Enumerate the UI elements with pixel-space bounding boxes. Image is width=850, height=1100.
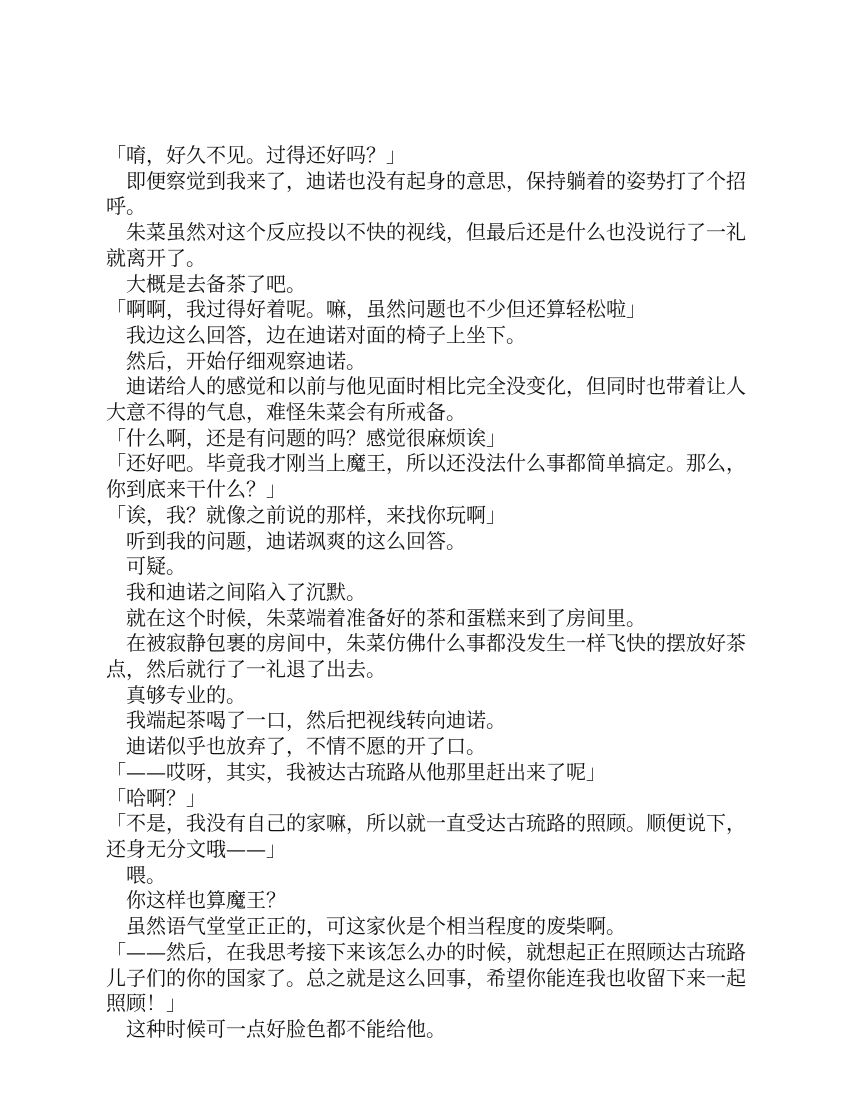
narration-paragraph: 可疑。 <box>126 554 186 579</box>
dialogue-paragraph: 「不是，我没有自己的家嘛，所以就一直受达古琉路的照顾。顺便说下，还身无分文哦——」 <box>106 811 746 861</box>
narration-paragraph: 即便察觉到我来了，迪诺也没有起身的意思，保持躺着的姿势打了个招呼。 <box>106 168 746 219</box>
dialogue-paragraph: 「诶，我？就像之前说的那样，来找你玩啊」 <box>106 502 506 527</box>
narration-paragraph: 你这样也算魔王？ <box>126 888 286 913</box>
narration-paragraph: 我和迪诺之间陷入了沉默。 <box>126 579 366 604</box>
dialogue-paragraph: 「啊啊，我过得好着呢。嘛，虽然问题也不少但还算轻松啦」 <box>106 297 646 322</box>
narration-paragraph: 就在这个时候，朱菜端着准备好的茶和蛋糕来到了房间里。 <box>126 605 646 630</box>
narration-paragraph: 这种时候可一点好脸色都不能给他。 <box>126 1016 446 1041</box>
narration-paragraph: 迪诺给人的感觉和以前与他见面时相比完全没变化，但同时也带着让人大意不得的气息，难怪朱菜会有所戒备。 <box>106 374 746 425</box>
dialogue-paragraph: 「还好吧。毕竟我才刚当上魔王，所以还没法什么事都简单搞定。那么，你到底来干什么？」 <box>106 451 746 502</box>
dialogue-paragraph: 「——哎呀，其实，我被达古琉路从他那里赶出来了呢」 <box>106 759 606 784</box>
narration-paragraph: 然后，开始仔细观察迪诺。 <box>126 348 366 373</box>
narration-paragraph: 虽然语气堂堂正正的，可这家伙是个相当程度的废柴啊。 <box>126 914 626 939</box>
narration-paragraph: 真够专业的。 <box>126 682 246 707</box>
narration-paragraph: 我边这么回答，边在迪诺对面的椅子上坐下。 <box>126 322 526 347</box>
dialogue-paragraph: 「什么啊，还是有问题的吗？感觉很麻烦诶」 <box>106 425 506 450</box>
narration-paragraph: 迪诺似乎也放弃了，不情不愿的开了口。 <box>126 734 486 759</box>
dialogue-paragraph: 「——然后，在我思考接下来该怎么办的时候，就想起正在照顾达古琉路儿子们的你的国家了。总之就是这么回事，希望你能连我也收留下来一起照顾！」 <box>106 939 746 1016</box>
narration-paragraph: 喂。 <box>126 862 166 887</box>
narration-paragraph: 我端起茶喝了一口，然后把视线转向迪诺。 <box>126 708 506 733</box>
dialogue-paragraph: 「唷，好久不见。过得还好吗？」 <box>106 143 406 167</box>
narration-paragraph: 听到我的问题，迪诺飒爽的这么回答。 <box>126 528 466 553</box>
narration-paragraph: 朱菜虽然对这个反应投以不快的视线，但最后还是什么也没说行了一礼就离开了。 <box>106 220 746 270</box>
narration-paragraph: 在被寂静包裹的房间中，朱菜仿佛什么事都没发生一样飞快的摆放好茶点，然后就行了一礼退了出去。 <box>106 631 746 682</box>
dialogue-paragraph: 「哈啊？」 <box>106 785 206 810</box>
narration-paragraph: 大概是去备茶了吧。 <box>126 271 306 296</box>
body-text <box>106 143 746 1043</box>
